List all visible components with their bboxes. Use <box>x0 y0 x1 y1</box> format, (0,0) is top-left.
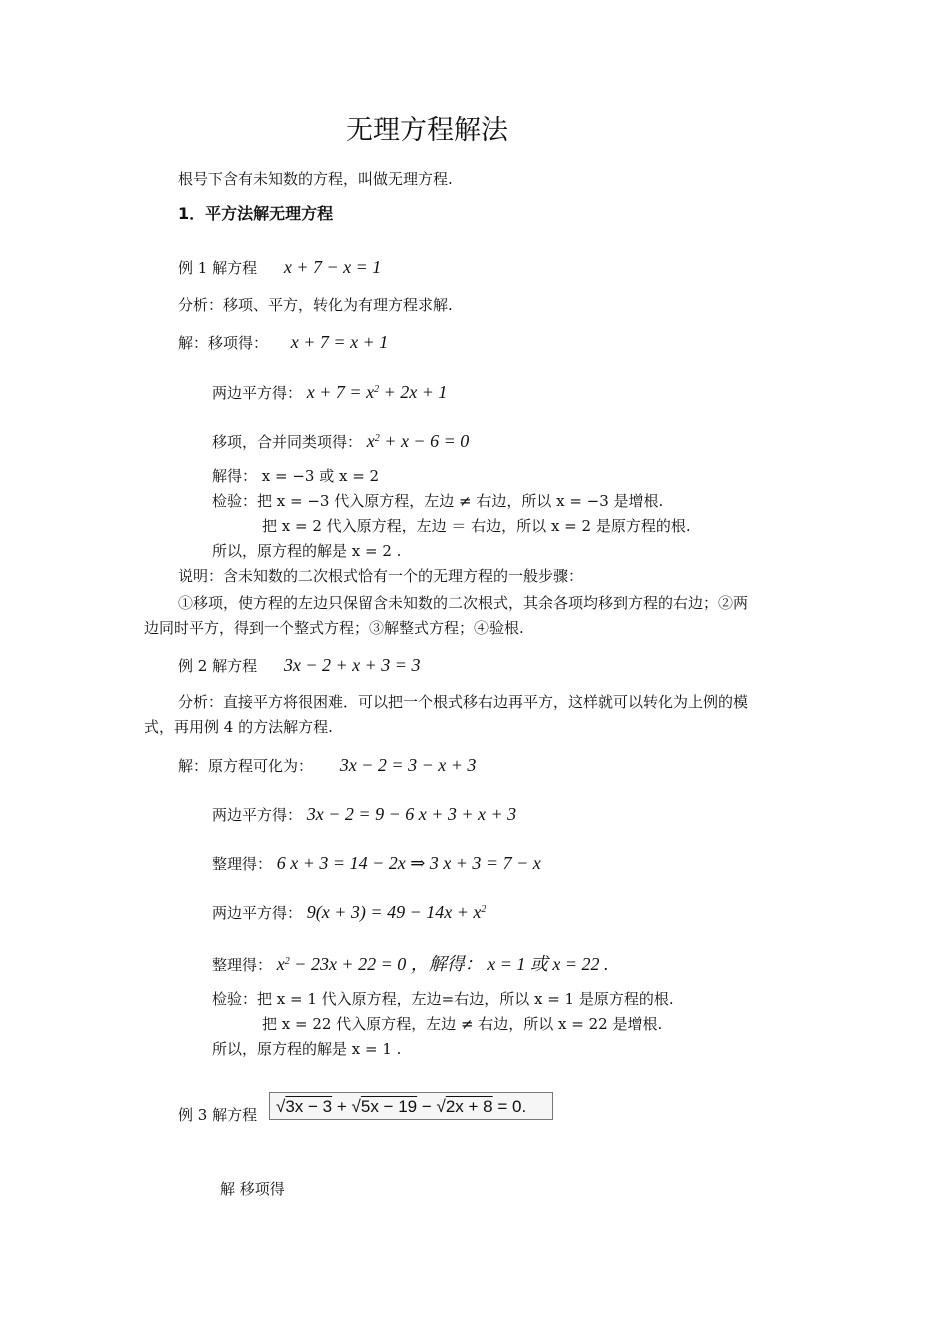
example2-step2 <box>212 804 516 826</box>
step-equation: 3x − 2 = 9 − 6 x + 3 + x + 3 <box>306 804 517 824</box>
example2-label: 例 2 解方程 <box>178 657 258 675</box>
example1-check1: 检验：把 x = −3 代入原方程，左边 ≠ 右边，所以 x = −3 是增根. <box>212 492 664 510</box>
example2-conclusion: 所以，原方程的解是 x = 1 . <box>212 1040 402 1058</box>
step-equation: $x^2 + x - 6 = 0$ <box>366 431 470 451</box>
example2-equation: 3x − 2 + x + 3 = 3 <box>283 655 421 675</box>
step-label: 整理得： <box>212 855 273 873</box>
note-line1: 说明：含未知数的二次根式恰有一个的无理方程的一般步骤： <box>178 567 584 585</box>
example2-analysis1: 分析：直接平方将很困难．可以把一个根式移右边再平方，这样就可以转化为上例的模 <box>178 693 749 711</box>
step-label: 解：原方程可化为： <box>178 757 314 775</box>
example1-step3 <box>212 431 469 453</box>
step-label: 两边平方得： <box>212 904 303 922</box>
example2-step1 <box>178 755 476 777</box>
radicand: 5x − 19 <box>360 1097 418 1116</box>
example2-step4 <box>212 902 486 924</box>
step-label: 两边平方得： <box>212 384 303 402</box>
example2-step5 <box>212 954 609 976</box>
step-label: 解：移项得： <box>178 334 269 352</box>
example1-solution: 解得： x = −3 或 x = 2 <box>212 467 380 485</box>
step-label: 两边平方得： <box>212 806 303 824</box>
example1-label: 例 1 解方程 <box>178 259 258 277</box>
radicand: 3x − 3 <box>285 1097 333 1116</box>
section-heading: 1．平方法解无理方程 <box>178 204 334 223</box>
example3-step: 解 移项得 <box>220 1180 285 1198</box>
sqrt-icon: √ <box>276 1097 286 1116</box>
step-equation: $x + 7 = x^2 + 2x + 1$ <box>306 382 448 402</box>
radicand: 2x + 8 <box>445 1097 493 1116</box>
note-line2: ①移项，使方程的左边只保留含未知数的二次根式，其余各项均移到方程的右边；②两 <box>178 594 749 612</box>
step-equation: $x^2 - 23x + 22 = 0$ ，解得： x = 1 或 x = 22 . <box>276 954 609 974</box>
step-label: 整理得： <box>212 956 273 974</box>
page-title: 无理方程解法 <box>346 115 508 146</box>
step-equation: 3x − 2 = 3 − x + 3 <box>339 755 477 775</box>
example2-analysis2: 式，再用例 4 的方法解方程. <box>144 718 333 736</box>
example1-conclusion: 所以，原方程的解是 x = 2 . <box>212 542 402 560</box>
example1-step2 <box>212 382 447 404</box>
step-equation: 6 x + 3 = 14 − 2x ⇒ 3 x + 3 = 7 − x <box>276 853 541 873</box>
step-equation: $9(x + 3) = 49 - 14x + x^2$ <box>306 902 487 922</box>
example1-analysis: 分析：移项、平方，转化为有理方程求解. <box>178 296 453 314</box>
example2-check1: 检验：把 x = 1 代入原方程，左边=右边，所以 x = 1 是原方程的根. <box>212 990 674 1008</box>
sqrt-icon: √ <box>436 1097 446 1116</box>
example3-label: 例 3 解方程 <box>178 1106 258 1124</box>
step-equation: x + 7 = x + 1 <box>290 332 389 352</box>
example1-equation: x + 7 − x = 1 <box>283 257 382 277</box>
example1-statement <box>178 257 381 279</box>
note-line3: 边同时平方，得到一个整式方程；③解整式方程；④验根. <box>144 619 524 637</box>
example2-check2: 把 x = 22 代入原方程，左边 ≠ 右边，所以 x = 22 是增根. <box>262 1015 663 1033</box>
example2-statement <box>178 655 420 677</box>
example1-step1 <box>178 332 388 354</box>
example1-check2: 把 x = 2 代入原方程，左边 ＝ 右边，所以 x = 2 是原方程的根. <box>262 517 691 535</box>
example2-step3 <box>212 853 541 875</box>
sqrt-icon: √ <box>351 1097 361 1116</box>
step-label: 移项，合并同类项得： <box>212 433 363 451</box>
intro-text: 根号下含有未知数的方程，叫做无理方程. <box>178 170 453 188</box>
example3-equation-image: √3x − 3 + √5x − 19 − √2x + 8 = 0. <box>269 1092 553 1120</box>
